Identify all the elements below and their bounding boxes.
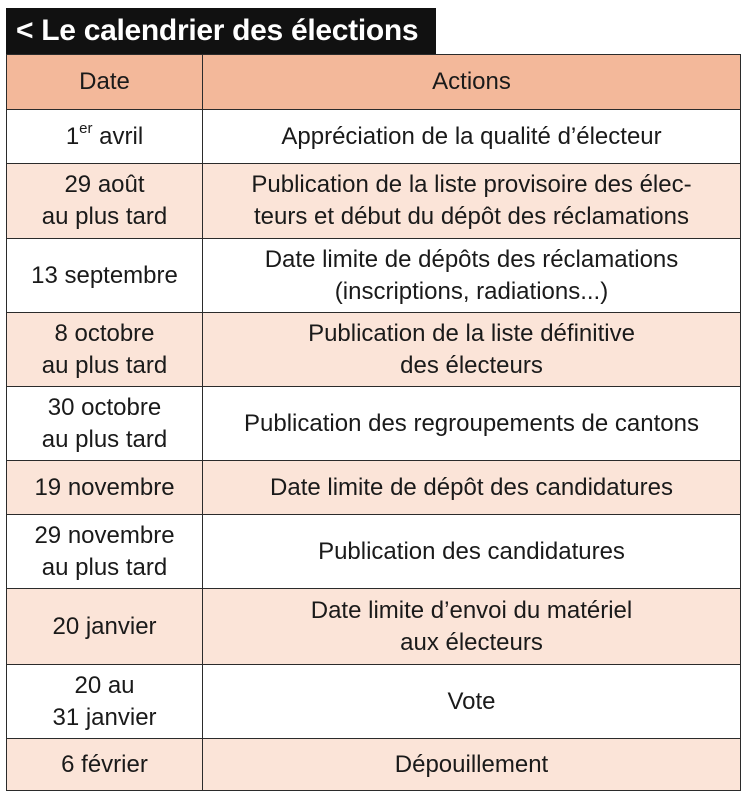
date-line: 19 novembre bbox=[34, 473, 175, 501]
date-line: 20 janvier bbox=[52, 612, 157, 640]
table-header-row bbox=[7, 55, 741, 110]
date-cell bbox=[7, 239, 203, 313]
action-line: Dépouillement bbox=[394, 750, 549, 778]
table-row bbox=[7, 461, 741, 515]
action-line: Publication des regroupements de cantons bbox=[244, 409, 699, 437]
action-line: aux électeurs bbox=[400, 628, 543, 656]
date-cell bbox=[7, 665, 203, 739]
date-cell bbox=[7, 461, 203, 515]
date-line: 31 janvier bbox=[52, 703, 157, 731]
table-row bbox=[7, 164, 741, 239]
action-cell bbox=[203, 110, 741, 164]
table-row bbox=[7, 110, 741, 164]
date-line: au plus tard bbox=[41, 425, 168, 453]
action-cell bbox=[203, 515, 741, 589]
action-cell bbox=[203, 739, 741, 791]
date-cell bbox=[7, 110, 203, 164]
action-cell bbox=[203, 387, 741, 461]
date-line: au plus tard bbox=[41, 203, 168, 230]
table-row bbox=[7, 515, 741, 589]
action-line: Appréciation de la qualité d’électeur bbox=[281, 122, 662, 150]
action-cell bbox=[203, 461, 741, 515]
action-cell bbox=[203, 589, 741, 665]
table-row bbox=[7, 739, 741, 791]
date-line: 6 février bbox=[61, 750, 148, 778]
page-title bbox=[6, 8, 436, 54]
action-line: Publication de la liste provisoire des élec- bbox=[251, 171, 692, 198]
title-text: < Le calendrier des élections bbox=[16, 14, 419, 47]
date-cell bbox=[7, 589, 203, 665]
date-line: 13 septembre bbox=[31, 261, 178, 289]
table-row bbox=[7, 239, 741, 313]
action-cell bbox=[203, 239, 741, 313]
date-line: 20 au bbox=[74, 671, 135, 699]
action-line: Date limite de dépôts des réclamations bbox=[264, 245, 679, 273]
action-cell bbox=[203, 164, 741, 239]
date-line: au plus tard bbox=[41, 553, 168, 581]
date-cell bbox=[7, 387, 203, 461]
action-line: Vote bbox=[447, 687, 496, 715]
action-line: (inscriptions, radiations...) bbox=[334, 277, 609, 305]
date-line: au plus tard bbox=[41, 351, 168, 379]
date-line: 30 octobre bbox=[47, 393, 162, 421]
table-row bbox=[7, 313, 741, 387]
date-cell bbox=[7, 313, 203, 387]
action-cell bbox=[203, 313, 741, 387]
elections-calendar-table bbox=[6, 54, 741, 791]
action-line: Publication des candidatures bbox=[318, 537, 625, 565]
column-header-date: Date bbox=[7, 55, 203, 110]
date-line: 29 novembre bbox=[34, 521, 175, 549]
date-line: 8 octobre bbox=[54, 319, 155, 347]
ordinal-suffix: er bbox=[79, 119, 93, 137]
table-row bbox=[7, 665, 741, 739]
action-line: Date limite d’envoi du matériel bbox=[310, 596, 633, 624]
date-cell bbox=[7, 739, 203, 791]
column-header-actions: Actions bbox=[203, 55, 741, 110]
action-line: Publication de la liste définitive bbox=[308, 319, 635, 347]
date-cell bbox=[7, 164, 203, 239]
action-line: Date limite de dépôt des candidatures bbox=[270, 473, 673, 501]
action-line: des électeurs bbox=[400, 351, 543, 379]
date-line: 29 août bbox=[64, 171, 145, 198]
table-row bbox=[7, 387, 741, 461]
action-cell bbox=[203, 665, 741, 739]
action-line: teurs et début du dépôt des réclamations bbox=[254, 203, 689, 230]
table-row bbox=[7, 589, 741, 665]
date-line: 1er avril bbox=[65, 119, 144, 150]
date-cell bbox=[7, 515, 203, 589]
